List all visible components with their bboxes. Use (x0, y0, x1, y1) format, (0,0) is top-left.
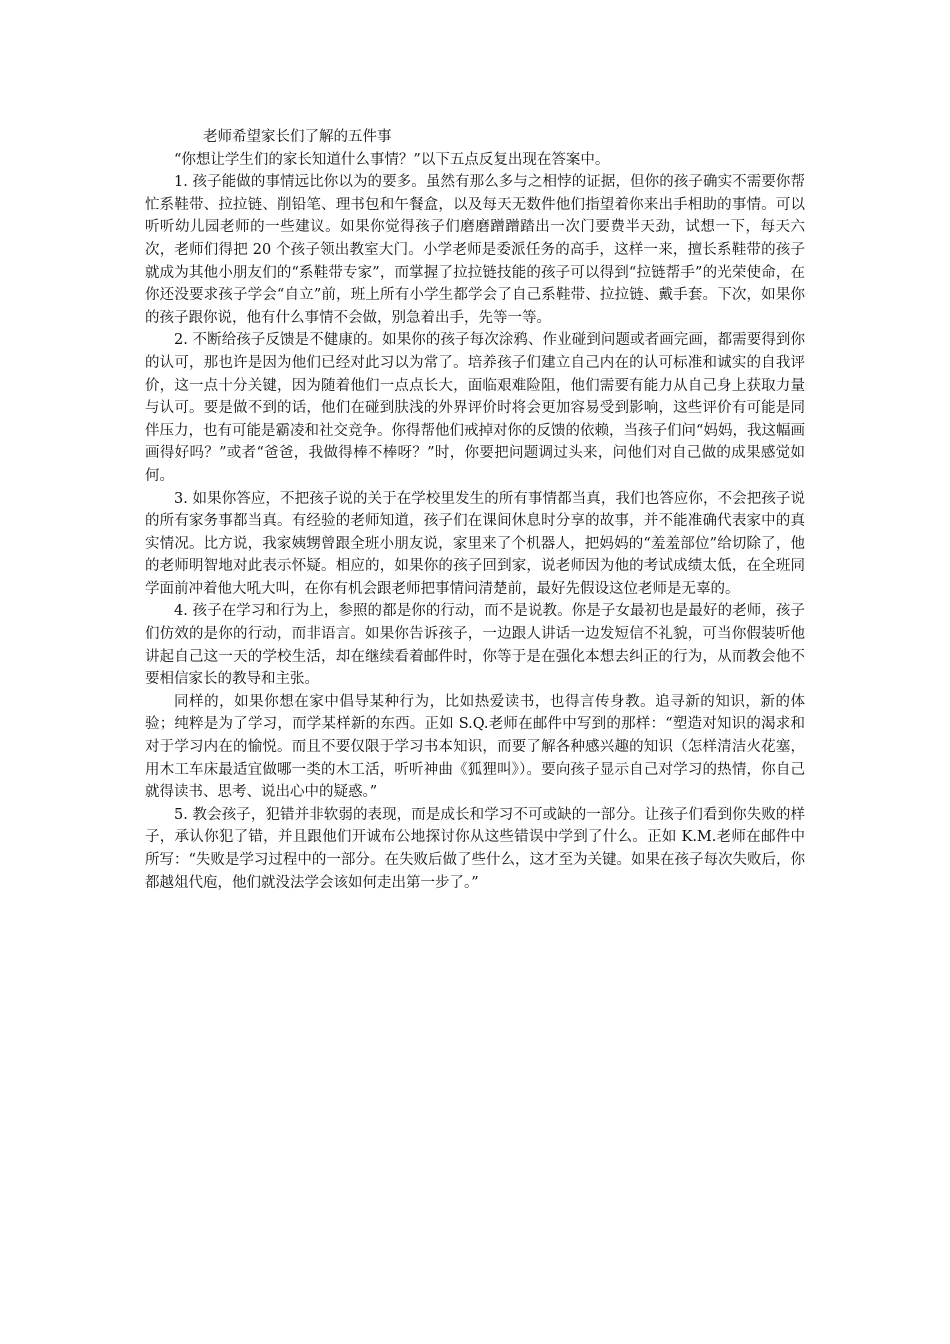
point-2-paragraph: 2. 不断给孩子反馈是不健康的。如果你的孩子每次涂鸦、作业碰到问题或者画完画，都需要得到你的认可，那也许是因为他们已经对此习以为常了。培养孩子们建立自己内在的认可标准和诚实的自我评价，这一点十分关键，因为随着他们一点点长大，面临艰难险阻，他们需要有能力从自己身上获取力量与认可。要是做不到的话，他们在碰到肤浅的外界评价时将会更加容易受到影响，这些评价有可能是同伴压力，也有可能是霸凌和社交竞争。你得帮他们戒掉对你的反馈的依赖，当孩子们问“妈妈，我这幅画画得好吗？”或者“爸爸，我做得棒不棒呀？”时，你要把问题调过头来，问他们对自己做的成果感觉如何。 (145, 332, 805, 484)
point-3-paragraph: 3. 如果你答应，不把孩子说的关于在学校里发生的所有事情都当真，我们也答应你，不会把孩子说的所有家务事都当真。有经验的老师知道，孩子们在课间休息时分享的故事，并不能准确代表家中的真实情况。比方说，我家姨甥曾跟全班小朋友说，家里来了个机器人，把妈妈的“羞羞部位”给切除了，他的老师明智地对此表示怀疑。相应的，如果你的孩子回到家，说老师因为他的考试成绩太低，在全班同学面前冲着他大吼大叫，在你有机会跟老师把事情问清楚前，最好先假设这位老师是无辜的。 (145, 490, 805, 597)
point-5-paragraph: 5. 教会孩子，犯错并非软弱的表现，而是成长和学习不可或缺的一部分。让孩子们看到你失败的样子，承认你犯了错，并且跟他们开诚布公地探讨你从这些错误中学到了什么。正如 K.M.老师在邮件中所写：“失败是学习过程中的一部分。在失败后做了些什么，这才至为关键。如果在孩子每次失败后，你都越俎代庖，他们就没法学会该如何走出第一步了。” (145, 806, 805, 891)
point-4-continued-paragraph: 同样的，如果你想在家中倡导某种行为，比如热爱读书，也得言传身教。追寻新的知识，新的体验；纯粹是为了学习，而学某样新的东西。正如 S.Q.老师在邮件中写到的那样：“塑造对知识的渴求和对于学习内在的愉悦。而且不要仅限于学习书本知识，而要了解各种感兴趣的知识（怎样清洁火花塞，用木工车床最适宜做哪一类的木工活，听听神曲《狐狸叫》）。要向孩子显示自己对学习的热情，你自己就得读书、思考、说出心中的疑惑。” (145, 693, 805, 801)
document-title: 老师希望家长们了解的五件事 (203, 129, 392, 145)
point-4-paragraph: 4. 孩子在学习和行为上，参照的都是你的行动，而不是说教。你是子女最初也是最好的老师，孩子们仿效的是你的行动，而非语言。如果你告诉孩子，一边跟人讲话一边发短信不礼貌，可当你假装听他讲起自己这一天的学校生活，却在继续看着邮件时，你等于是在强化本想去纠正的行为，从而教会他不要相信家长的教导和主张。 (145, 603, 805, 688)
intro-paragraph: “你想让学生们的家长知道什么事情？”以下五点反复出现在答案中。 (174, 151, 610, 168)
document-body (145, 126, 805, 894)
point-1-paragraph: 1. 孩子能做的事情远比你以为的要多。虽然有那么多与之相悖的证据，但你的孩子确实不需要你帮忙系鞋带、拉拉链、削铅笔、理书包和午餐盒，以及每天无数件他们指望着你来出手相助的事情。可以听听幼儿园老师的一些建议。如果你觉得孩子们磨磨蹭蹭踏出一次门要费半天劲，试想一下，每天六次，老师们得把 20 个孩子领出教室大门。小学老师是委派任务的高手，这样一来，擅长系鞋带的孩子就成为其他小朋友们的“系鞋带专家”，而掌握了拉拉链技能的孩子可以得到“拉链帮手”的光荣使命，在你还没要求孩子学会“自立”前，班上所有小学生都学会了自己系鞋带、拉拉链、戴手套。下次，如果你的孩子跟你说，他有什么事情不会做，别急着出手，先等一等。 (145, 174, 805, 326)
